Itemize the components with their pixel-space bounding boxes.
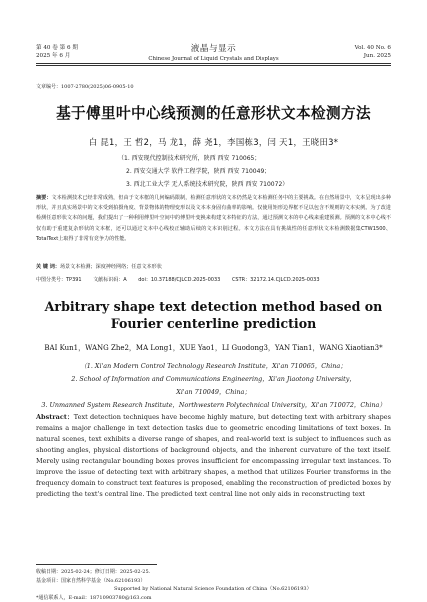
- date-en: Jun. 2025: [355, 52, 391, 60]
- authors-en: BAI Kun1，WANG Zhe2，MA Long1，XUE Yao1，LI Guodong3，YAN Tian1，WANG Xiaotian3*: [0, 343, 427, 353]
- footnotes: [36, 568, 391, 602]
- title-en: Arbitrary shape text detection method based on Fourier centerline prediction: [40, 298, 387, 332]
- authors-cn: 白 昆1，王 哲2，马 龙1，薛 尧1，李国栋3，闫 天1，王晓田3*: [0, 136, 427, 148]
- abstract-cn-label: 摘要：: [36, 195, 51, 201]
- header-rule: [36, 63, 391, 64]
- running-header-right: [355, 44, 391, 60]
- volume-en: Vol. 40 No. 6: [355, 44, 391, 52]
- affiliation-cn-1: （1. 西安现代控制技术研究所，陕西 西安 710065；: [118, 152, 288, 165]
- received-date: 收稿日期：2025-02-24；修订日期：2025-02-25.: [36, 568, 391, 577]
- fund-cn: 基金项目：国家自然科学基金（No.62106193）: [36, 577, 391, 586]
- corresponding-author: *通信联系人，E-mail：18710903780@163.com: [36, 594, 391, 602]
- abstract-en-label: Abstract：: [36, 413, 74, 421]
- doi: doi：10.37188/CJLCD.2025-0033: [138, 277, 220, 283]
- keywords-cn: [36, 263, 391, 270]
- abstract-cn: [36, 193, 391, 244]
- journal-name-en: Chinese Journal of Liquid Crystals and Displays: [0, 55, 427, 63]
- article-number: 文章编号：1007-2780(2025)06-0905-10: [36, 83, 134, 90]
- affiliation-cn-2: 2. 西安交通大学 软件工程学院，陕西 西安 710049；: [118, 165, 288, 178]
- date-cn: 2025 年 6 月: [36, 52, 78, 60]
- abstract-en-text: Text detection techniques have become highly mature, but detecting text with arbitrary shapes remains a major challenge in text detection tasks due to geometric encoding limitations of text boxes. In natural scenes, text exhibits a diverse range of shapes, and real-world text is subject to influences such as shooting angles, physical distortions of background objects, and the inherent curvature of the text itself. Merely using rectangular bounding boxes proves insufficient for encompassing irregular text instances. To improve the issue of detecting text with arbitrary shapes, a method that utilizes Fourier transforms in the frequency domain to construct text features is proposed, enabling the reconstruction of predicted boxes by predicting the text's central line. The predicted text central line not only aids in reconstructing text: [36, 413, 391, 498]
- affiliation-en-3: 3. Unmanned System Research Institute，Northwestern Polytechnical University，Xi'an 710072，China）: [38, 399, 389, 412]
- journal-name-cn: 液晶与显示: [0, 44, 427, 55]
- affiliation-cn-3: 3. 西北工业大学 无人系统技术研究院，陕西 西安 710072）: [118, 178, 288, 191]
- keywords-cn-label: 关 键 词：: [36, 264, 60, 270]
- affiliations-en: [38, 360, 389, 412]
- keywords-cn-text: 场景文本检测；深度神经网络；任意文本形状: [60, 264, 162, 270]
- affiliation-en-1: （1. Xi'an Modern Control Technology Research Institute，Xi'an 710065，China；: [38, 360, 389, 373]
- volume-cn: 第 40 卷 第 6 期: [36, 44, 78, 52]
- header-rule-thin: [36, 65, 391, 66]
- abstract-cn-text: 文本检测技术已经非常成熟，但由于文本框的几何编码限制，检测任意形状的文本仍然是文本检测任务中的主要挑战。在自然场景中，文本呈现出多种形状，并且真实场景中的文本受到拍摄角度、背景物体的物理变形以及文本本身固有曲率的影响。仅使用矩形边界框不足以包含不规则的文本实例。为了改进检测任意形状文本的问题，我们提出了一种利用傅里叶空间中的傅里叶变换来构建文本特征的方法，通过预测文本的中心线来重建预测。预测的文本中心线不仅有助于重建复杂形状的文本框，还可以通过文本中心线校正辅助后续的文本识别过程。本文方法在具有挑战性的任意形状文本检测数据集CTW1500、TotalText上取得了非常有竞争力的性能。: [36, 195, 391, 242]
- affiliation-en-2b: Xi'an 710049，China；: [38, 386, 389, 399]
- document-code: 文献标识码：A: [93, 277, 126, 283]
- fund-en: Supported by National Natural Science Foundation of China（No.62106193）: [36, 585, 391, 594]
- cstr: CSTR：32172.14.CJLCD.2025-0033: [232, 277, 320, 283]
- footnote-rule: [36, 564, 157, 565]
- title-cn: 基于傅里叶中心线预测的任意形状文本检测方法: [0, 102, 427, 123]
- classification-line: [36, 276, 391, 283]
- abstract-en: [36, 412, 391, 500]
- affiliation-en-2: 2. School of Information and Communications Engineering，Xi'an Jiaotong University，: [38, 373, 389, 386]
- clc-number: 中图分类号：TP391: [36, 277, 82, 283]
- affiliations-cn: [118, 152, 288, 191]
